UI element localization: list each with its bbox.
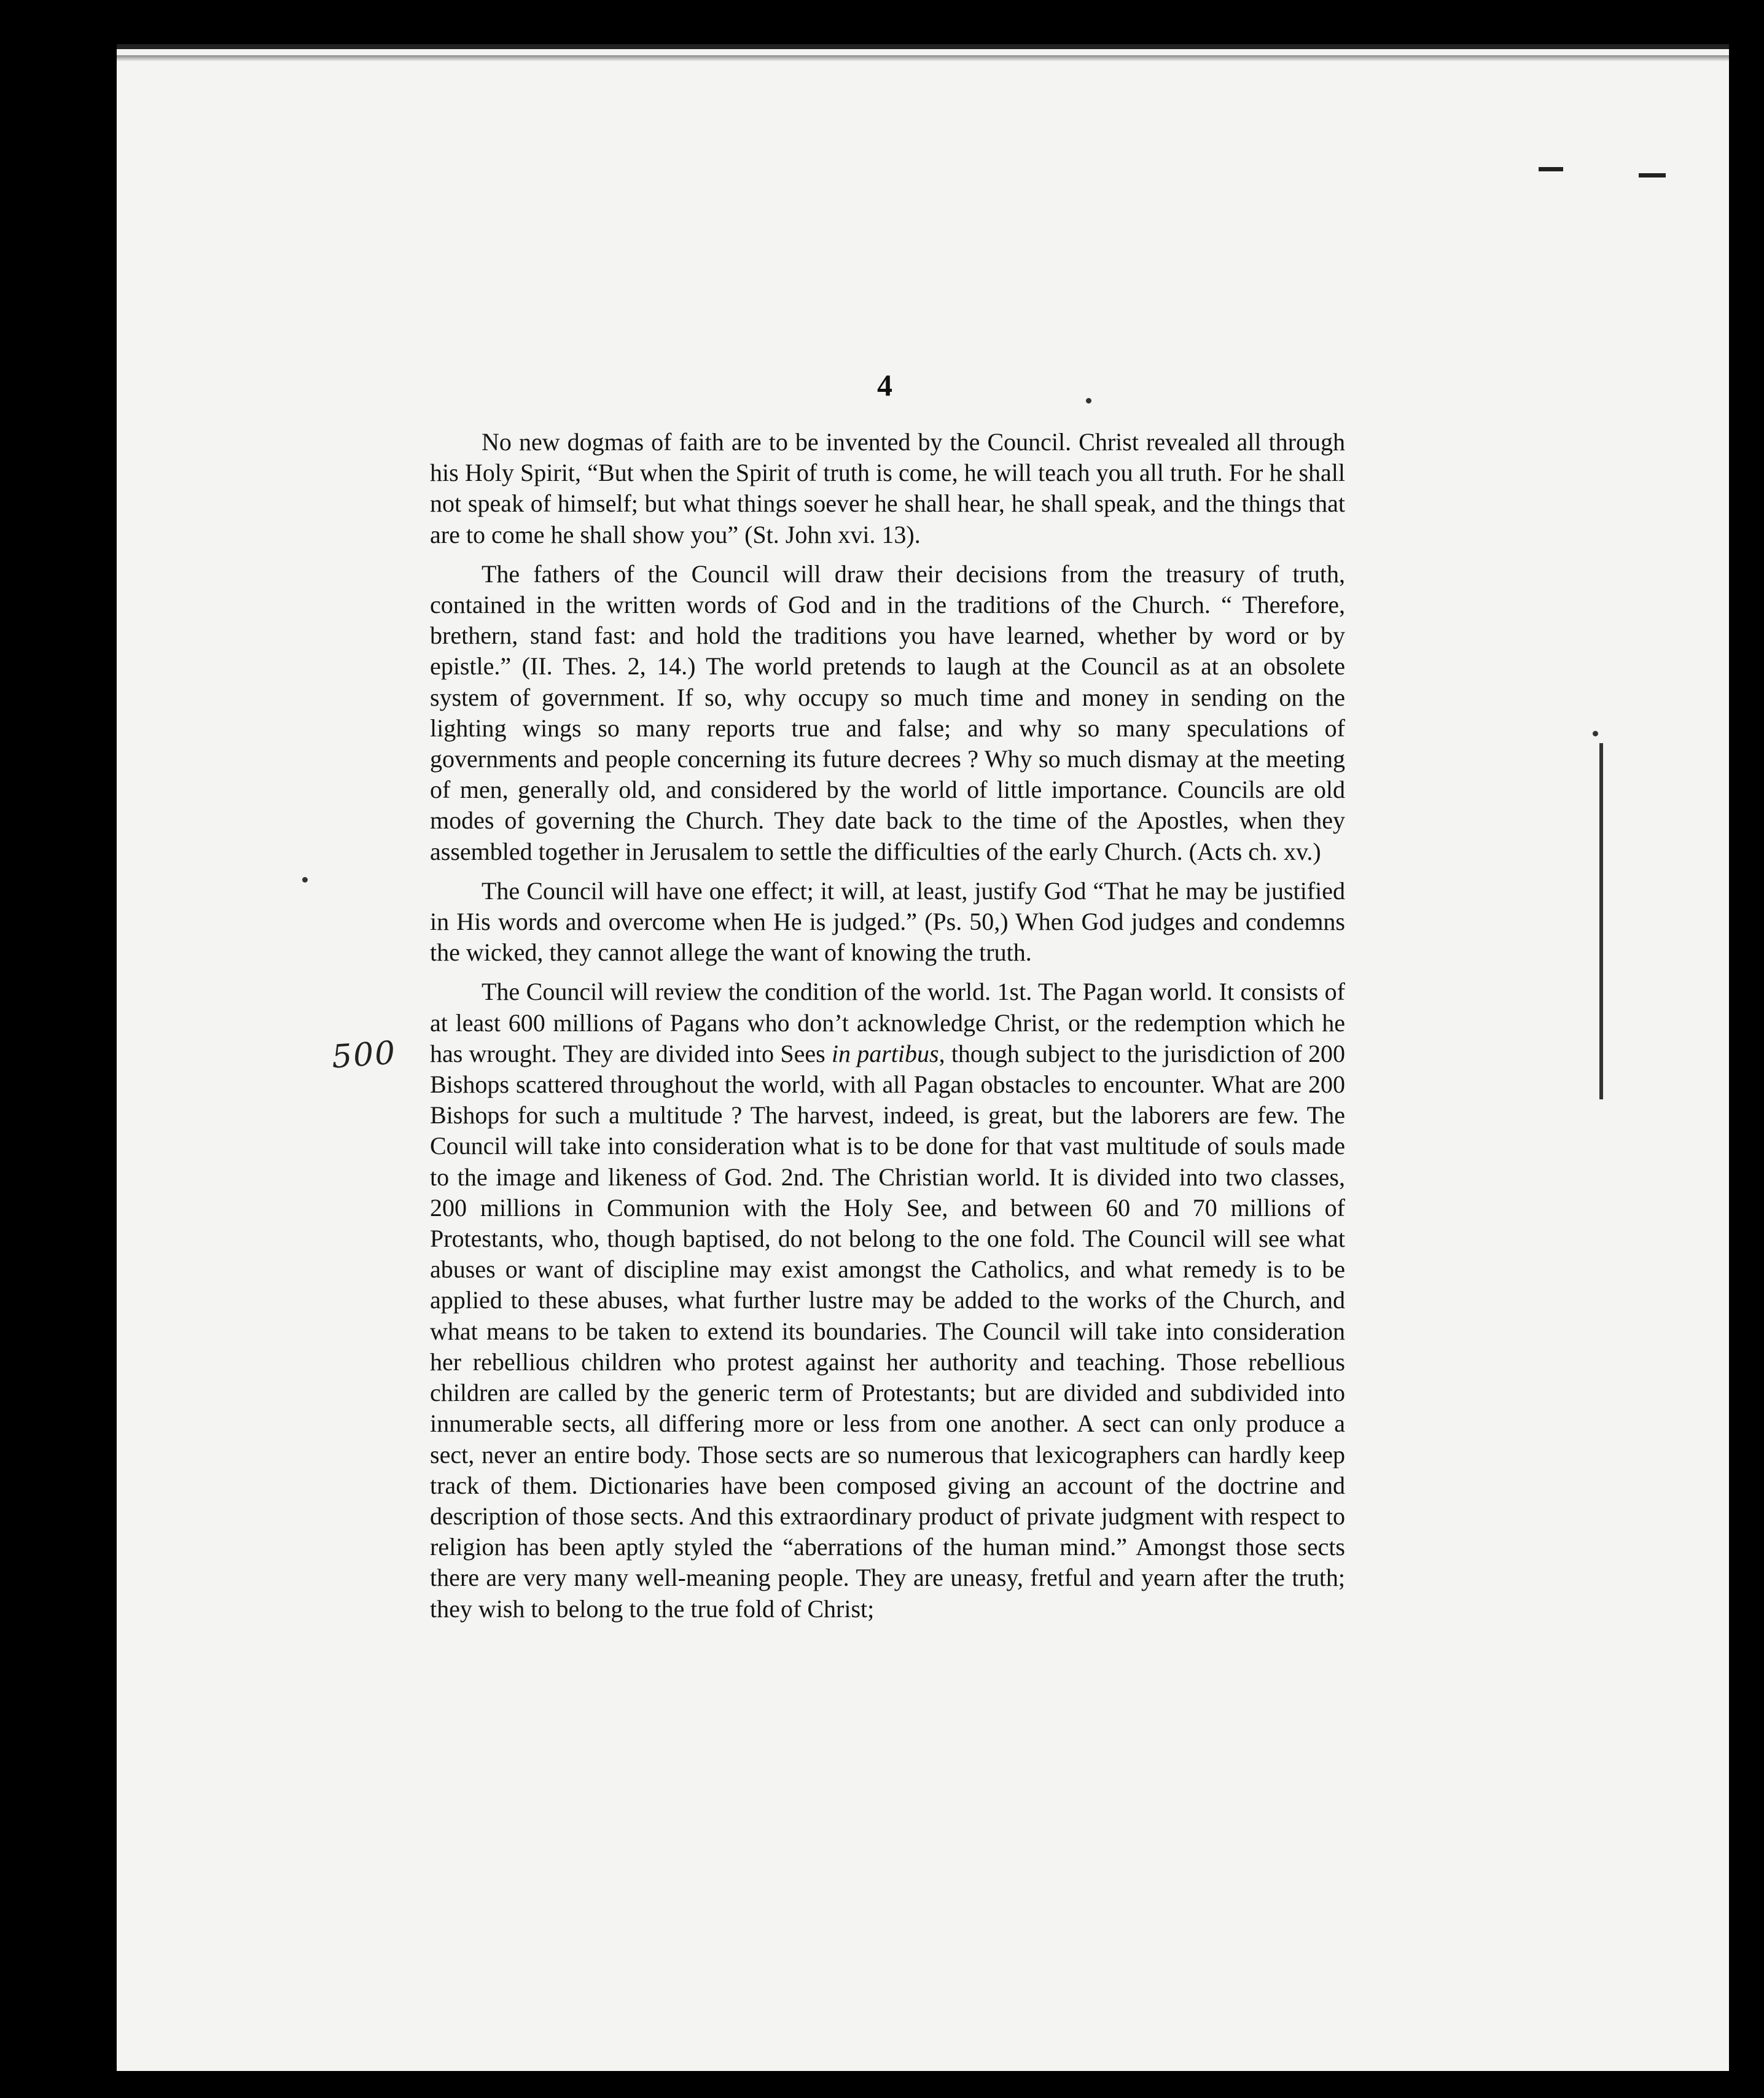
paragraph: The fathers of the Council will draw their decisions from the treasury of truth, contained in the written words of God and in the traditions of the Church. “ Therefore, brethern, stand fast: and hold the traditions you have learned, whether by word or by epistle.” (II. Thes. 2, 14.) The world pretends to laugh at the Council as at an obsolete system of government. If so, why occupy so much time and money in sending on the lighting wings so many reports true and false; and why so many speculations of governments and people concerning its future decrees ? Why so much dismay at the meeting of men, generally old, and considered by the world of little importance. Councils are old modes of governing the Church. They date back to the time of the Apostles, when they assembled together in Jerusalem to settle the difficulties of the early Church. (Acts ch. xv.) (430, 560, 1345, 865)
scan-dot (302, 877, 308, 883)
italic-phrase: in partibus (831, 1039, 939, 1067)
scan-mark (1539, 167, 1563, 171)
page-edge-shadow (117, 55, 1729, 61)
margin-bracket-line (1599, 743, 1603, 1099)
paragraph-text: The Council will review the condition of the world. 1st. The Pagan world. It consists of at least 600 millions of Pagans who don’t acknowledge Christ, or the redemption which he has wrought. They are divided into Sees (430, 978, 1345, 1067)
body-text (430, 427, 1345, 1633)
paragraph-text: , though subject to the jurisdiction of 200 Bishops scattered throughout the world, with all Pagan obstacles to encounter. What are 200 Bishops for such a multitude ? The harvest, indeed, is great, but the laborers are few. The Council will take into consideration what is to be done for that vast multitude of souls made to the image and likeness of God. 2nd. The Christian world. It is divided into two classes, 200 millions in Communion with the Holy See, and between 60 and 70 millions of Protestants, who, though baptised, do not belong to the one fold. The Council will see what abuses or want of discipline may exist amongst the Catholics, and what remedy is to be applied to these abuses, what further lustre may be added to the works of the Church, and what means to be taken to extend its boundaries. The Council will take into consideration her rebellious children who protest against her authority and teaching. Those rebellious children are called by the generic term of Protestants; but are divided and subdivided into innumerable sects, all differing more or less from one another. A sect can only produce a sect, never an entire body. Those sects are so numerous that lexicographers can hardly keep track of them. Dictionaries have been composed giving an account of the doctrine and description of those sects. And this extraordinary product of private judgment with respect to religion has been aptly styled the “aberrations of the human mind.” Amongst those sects there are very many well-meaning people. They are uneasy, fretful and yearn after the truth; they wish to belong to the true fold of Christ; (430, 1039, 1345, 1623)
handwritten-margin-note: 500 (330, 1034, 398, 1076)
page-number: 4 (877, 368, 892, 402)
scan-dot (1086, 398, 1091, 404)
scan-mark (1639, 173, 1666, 177)
paragraph (430, 977, 1345, 1624)
paragraph: No new dogmas of faith are to be invented by the Council. Christ revealed all through his Holy Spirit, “But when the Spirit of truth is come, he will teach you all truth. For he shall not speak of himself; but what things soever he shall hear, he shall speak, and the things that are to come he shall show you” (St. John xvi. 13). (430, 428, 1345, 548)
scan-dot (1593, 731, 1598, 736)
paragraph: The Council will have one effect; it will, at least, justify God “That he may be justified in His words and overcome when He is judged.” (Ps. 50,) When God judges and condemns the wicked, they cannot allege the want of knowing the truth. (430, 876, 1345, 967)
